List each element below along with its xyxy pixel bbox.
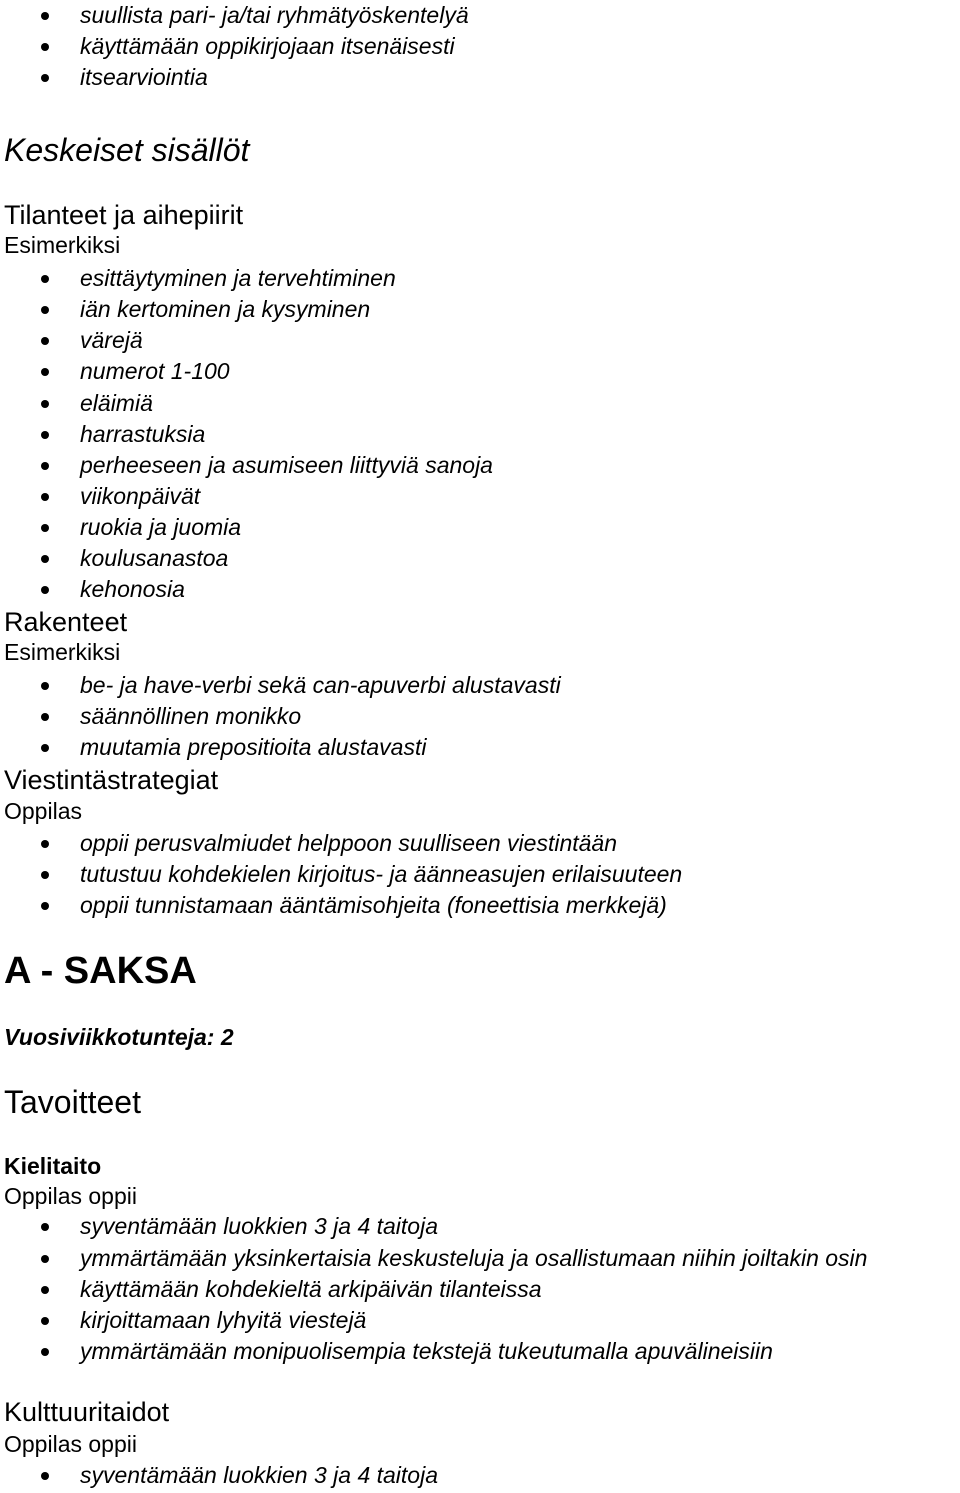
bullet-icon [41,337,49,345]
label-oppilas-oppii: Oppilas oppii [4,1431,137,1457]
bullet-icon [41,682,49,690]
bullet-icon [41,713,49,721]
bullet-icon [41,400,49,408]
label-esimerkiksi: Esimerkiksi [4,639,121,665]
bullet-icon [41,871,49,879]
bullet-icon [41,431,49,439]
bullet-icon [41,306,49,314]
bullet-icon [41,368,49,376]
section-heading-keskeiset: Keskeiset sisällöt [4,132,250,168]
vuosiviikkotunteja-label: Vuosiviikkotunteja: 2 [4,1024,234,1050]
label-oppilas-oppii: Oppilas oppii [4,1183,137,1209]
bullet-icon [41,840,49,848]
bullet-icon [41,43,49,51]
subheading-kulttuuritaidot: Kulttuuritaidot [4,1397,170,1427]
section-heading-tavoitteet: Tavoitteet [4,1084,141,1120]
bullet-icon [41,902,49,910]
bullet-icon [41,493,49,501]
bullet-icon [41,744,49,752]
subheading-viestintastrategiat: Viestintästrategiat [4,765,219,795]
bullet-icon [41,1317,49,1325]
bullet-icon [41,275,49,283]
page-title: A - SAKSA [4,950,197,992]
bullet-icon [41,1286,49,1294]
bullet-icon [41,74,49,82]
bullet-icon [41,524,49,532]
bullet-icon [41,1348,49,1356]
label-esimerkiksi: Esimerkiksi [4,232,121,258]
bullet-icon [41,1255,49,1263]
bullet-icon [41,555,49,563]
bullet-icon [41,12,49,20]
subheading-rakenteet: Rakenteet [4,607,128,637]
bullet-icon [41,1223,49,1231]
subheading-tilanteet: Tilanteet ja aihepiirit [4,200,244,230]
bullet-icon [41,586,49,594]
bullet-icon [41,462,49,470]
bullet-icon [41,1472,49,1480]
label-oppilas: Oppilas [4,798,82,824]
subheading-kielitaito: Kielitaito [4,1153,102,1179]
